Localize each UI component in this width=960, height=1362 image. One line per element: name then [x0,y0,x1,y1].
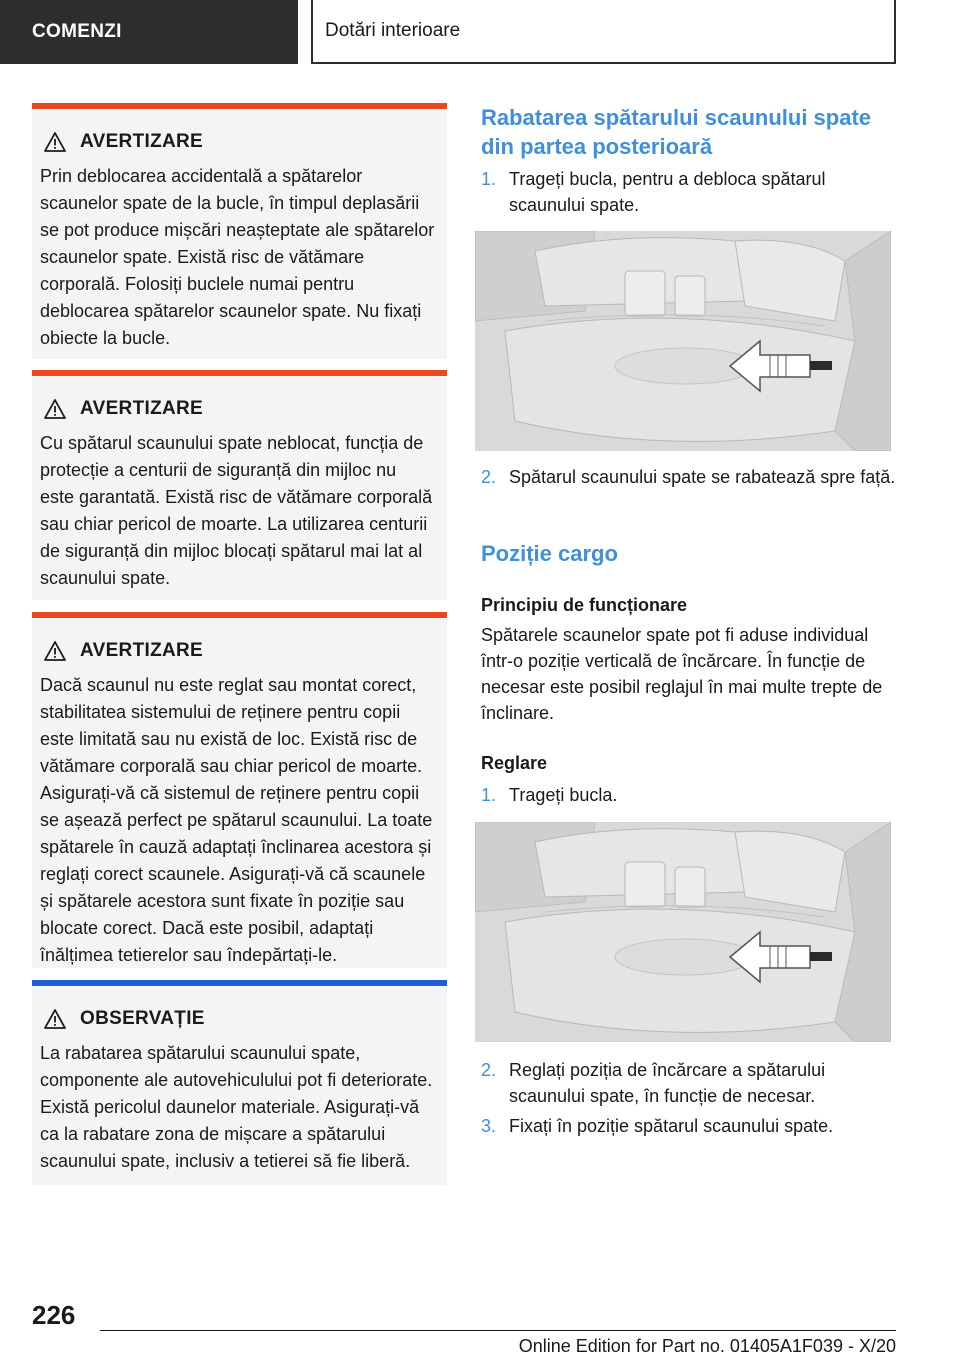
warning-triangle-icon [44,641,66,661]
step-number: 1. [481,169,497,189]
notice-title: OBSERVAȚIE [80,1008,205,1029]
warning-text: Prin deblocarea accidentală a spătarelor scaunelor spate de la bucle, în timpul deplasării se pot produce mișcări neașteptate ale spătarelor scaunelor spate. Există risc de vătămare corporală. Folosiți buclele numai pentru deblocarea spătarelor scaunelor spate. Nu fixați obiecte la bucle. [40,166,435,348]
step-item [481,782,896,808]
seat-illustration-2 [475,822,891,1042]
step-item [481,1057,896,1109]
notice-box [32,980,447,1185]
page-number: 226 [32,1300,76,1330]
step-text: Fixați în poziție spătarul scaunului spate. [509,1116,834,1136]
warning-text: Dacă scaunul nu este reglat sau montat corect, stabilitatea sistemului de reținere pentru copii este limitată sau nu există de loc. Există risc de vătămare corporală sau chiar pericol de moarte. Asigurați-vă că sistemul de reținere pentru copii se așează perfect pe spătarul scaunului. La toate spătarele în cauză adaptați înclinarea acestora și reglați corect scaunele. Asigurați-vă că scaunele și spătarele acestora sunt fixate în poziție sau blocate corect. Dacă este posibil, adaptați înălțimea tetierelor sau îndepărtați-le. [40,675,433,965]
warning-text: Cu spătarul scaunului spate neblocat, funcția de protecție a centurii de siguranță din mijloc nu este garantată. Există risc de vătămare corporală sau chiar pericol de moarte. La utilizarea centurii de siguranță din mijloc blocați spătarul mai lat al scaunului spate. [40,433,433,588]
step-item [481,166,896,218]
step-number: 3. [481,1116,497,1136]
section-heading-cargo: Poziție cargo [481,541,618,566]
step-text: Reglați poziția de încărcare a spătarului scaunului spate, în funcție de necesar. [509,1060,826,1106]
step-text: Trageți bucla. [509,785,618,805]
edition-note: Online Edition for Part no. 01405A1F039 - X/20 [518,1336,896,1356]
warning-title: AVERTIZARE [80,398,203,419]
step-number: 1. [481,785,497,805]
subheading-principle: Principiu de funcționare [481,595,688,615]
chapter-title: Dotări interioare [325,20,461,41]
step-text: Spătarul scaunului spate se rabatează spre față. [509,467,896,487]
warning-triangle-icon [44,1009,66,1029]
footer-divider [100,1330,896,1331]
section-title: COMENZI [32,21,122,42]
section-heading-fold: Rabatarea spătarului scaunului spate din partea posterioară [481,105,872,159]
warning-box-2 [32,370,447,600]
rear-seat-image [475,231,891,451]
step-number: 2. [481,1060,497,1080]
step-text: Trageți bucla, pentru a debloca spătarul scaunului spate. [509,169,826,215]
step-item [481,464,896,490]
subheading-adjust: Reglare [481,753,548,773]
step-item [481,1113,896,1139]
chapter-tab [311,0,896,64]
warning-box-3 [32,612,447,968]
principle-paragraph: Spătarele scaunelor spate pot fi aduse individual într-o poziție verticală de încărcare. În funcție de necesar este posibil reglajul în mai multe trepte de înclinare. [481,625,883,723]
rear-seat-image [475,822,891,1042]
notice-text: La rabatarea spătarului scaunului spate, componente ale autovehiculului pot fi deteriorate. Există pericolul daunelor materiale. Asigurați-vă ca la rabatare zona de mișcare a spătarului scaunului spate, inclusiv a tetierei să fie liberă. [40,1043,433,1171]
warning-title: AVERTIZARE [80,131,203,152]
section-tab [0,0,298,64]
warning-title: AVERTIZARE [80,640,203,661]
warning-triangle-icon [44,132,66,152]
warning-box-1 [32,103,447,359]
warning-triangle-icon [44,399,66,419]
step-number: 2. [481,467,497,487]
seat-illustration-1 [475,231,891,451]
